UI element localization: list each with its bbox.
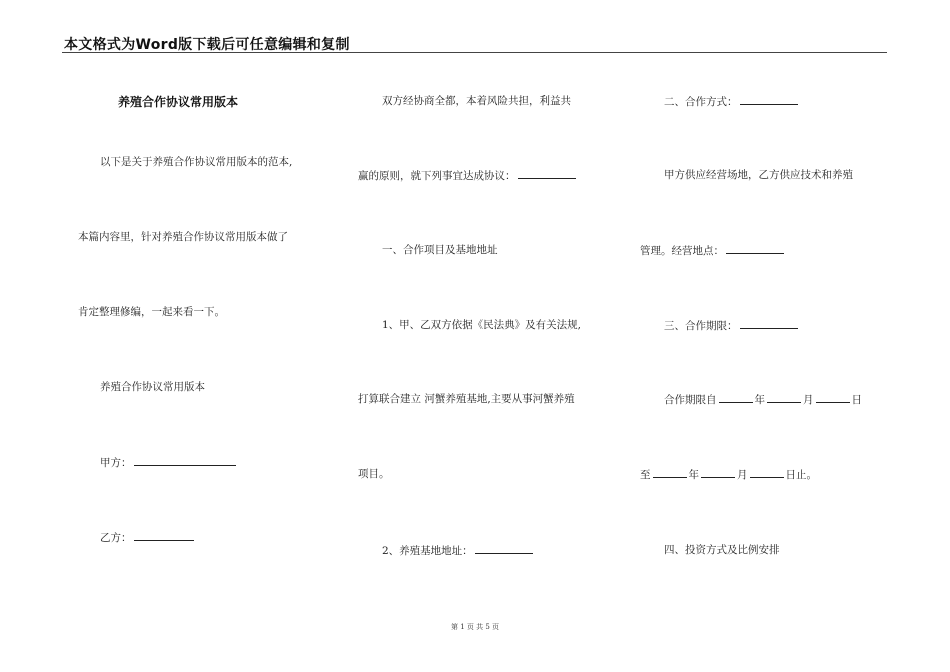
end-day-blank <box>750 467 784 478</box>
subtitle: 养殖合作协议常用版本 <box>100 381 205 393</box>
party-a-blank <box>134 455 236 466</box>
start-day-label: 日 <box>851 394 862 406</box>
item-1-continuation: 打算联合建立 河蟹养殖基地,主要从事河蟹养殖 <box>358 393 575 405</box>
start-year-blank <box>719 392 753 403</box>
item-2-row <box>382 543 535 558</box>
agreement-blank <box>518 168 576 179</box>
start-day-blank <box>816 392 850 403</box>
coop-line-2-row <box>640 243 786 258</box>
end-month-blank <box>701 467 735 478</box>
period-end-row <box>640 467 817 482</box>
header-divider <box>62 52 887 53</box>
intro-line-2: 本篇内容里，针对养殖合作协议常用版本做了 <box>78 231 288 243</box>
coop-method-blank <box>740 94 798 105</box>
document-title: 养殖合作协议常用版本 <box>118 95 239 109</box>
party-b-blank <box>134 530 194 541</box>
end-year-label: 年 <box>688 469 699 481</box>
section-2-row <box>664 94 800 109</box>
intro-line-3: 肯定整理修编，一起来看一下。 <box>78 306 225 318</box>
agreement-line-1: 双方经协商全都，本着风险共担，利益共 <box>382 95 571 107</box>
end-suffix: 日止。 <box>785 469 817 481</box>
period-prefix: 合作期限自 <box>664 394 717 406</box>
item-2-label: 2、养殖基地地址： <box>382 545 473 557</box>
section-1-heading: 一、合作项目及基地地址 <box>382 244 498 256</box>
section-2-heading: 二、合作方式： <box>664 96 738 108</box>
end-month-label: 月 <box>737 469 748 481</box>
item-1-end: 项目。 <box>358 468 390 480</box>
intro-line-1: 以下是关于养殖合作协议常用版本的范本, <box>100 156 293 168</box>
section-3-heading: 三、合作期限： <box>664 320 738 332</box>
start-month-label: 月 <box>803 394 814 406</box>
item-1-line: 1、甲、乙双方依据《民法典》及有关法规, <box>382 319 582 331</box>
agreement-line-2: 赢的原则，就下列事宜达成协议： <box>358 170 516 182</box>
to-prefix: 至 <box>640 469 651 481</box>
period-start-row <box>664 392 862 407</box>
page-footer: 第 1 页 共 5 页 <box>450 623 500 631</box>
location-blank <box>726 243 784 254</box>
base-address-blank <box>475 543 533 554</box>
period-blank <box>740 318 798 329</box>
section-3-row <box>664 318 800 333</box>
party-b-label: 乙方： <box>100 532 132 544</box>
start-month-blank <box>767 392 801 403</box>
party-b-row <box>100 530 196 545</box>
section-4-heading: 四、投资方式及比例安排 <box>664 544 780 556</box>
agreement-line-2-row <box>358 168 578 183</box>
coop-line-2: 管理。经营地点： <box>640 245 724 257</box>
party-a-row <box>100 455 238 470</box>
start-year-label: 年 <box>754 394 765 406</box>
party-a-label: 甲方： <box>100 457 132 469</box>
end-year-blank <box>653 467 687 478</box>
coop-line-1: 甲方供应经营场地，乙方供应技术和养殖 <box>664 169 853 181</box>
header-title: 本文格式为Word版下载后可任意编辑和复制 <box>64 37 350 53</box>
